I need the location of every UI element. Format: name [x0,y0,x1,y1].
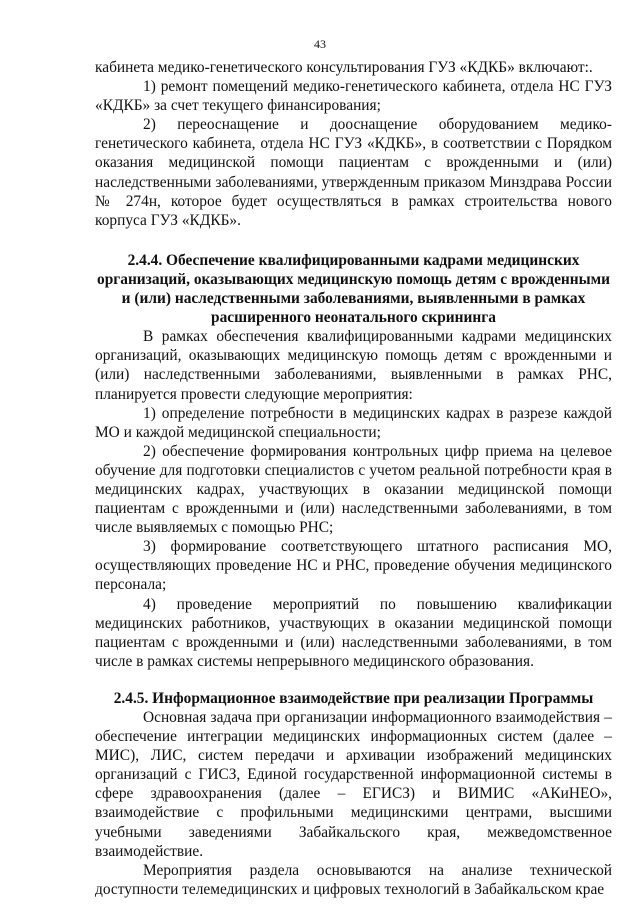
paragraph: 2) переоснащение и дооснащение оборудованием медико-генетического кабинета, отдела НС ГУЗ «КДКБ», в соответствии с Порядком оказания медицинской помощи пациентам с врожденными и (или) наследственными заболеваниями, утвержденным приказом Минздрава России № 274н, которое будет осуществляться в рамках строительства нового корпуса ГУЗ «КДКБ». [95,116,612,229]
page-number: 43 [314,37,326,51]
paragraph: 1) определение потребности в медицинских кадрах в разрезе каждой МО и каждой медицинской специальности; [95,404,612,441]
paragraph: Основная задача при организации информационного взаимодействия – обеспечение интеграции медицинских информационных систем (далее – МИС), ЛИС, систем передачи и архивации изображений медицинских организаций с ГИСЗ, Единой государственной информационной системы в сфере здравоохранения (далее – ЕГИСЗ) и ВИМИС «АКиНЕО», взаимодействие с профильными медицинскими центрами, высшими учебными заведениями Забайкальского края, межведомственное взаимодействие. [95,709,612,860]
paragraph: 4) проведение мероприятий по повышению квалификации медицинских работников, участвующих в оказании медицинской помощи пациентам с врожденными и (или) наследственными заболеваниями, в том числе в рамках системы непрерывного медицинского образования. [95,595,612,670]
paragraph: 3) формирование соответствующего штатного расписания МО, осуществляющих проведение НС и РНС, проведение обучения медицинского персонала; [95,538,612,594]
paragraph: кабинета медико-генетического консультирования ГУЗ «КДКБ» включают:. [95,59,593,76]
paragraph: 2) обеспечение формирования контрольных цифр приема на целевое обучение для подготовки специалистов с учетом реальной потребности края в медицинских кадрах, участвующих в оказании медицинской помощи пациентам с врожденными и (или) наследственными заболеваниями, в том числе выявляемых с помощью РНС; [95,442,612,537]
section-heading: 2.4.4. Обеспечение квалифицированными кадрами медицинских организаций, оказывающих медицинскую помощь детям с врожденными и (или) наследственными заболеваниями, выявленными в рамках расширенного неонатального скрининга [97,251,610,327]
section-spacer [95,671,612,689]
section-heading: 2.4.5. Информационное взаимодействие при реализации Программы [113,689,594,707]
paragraph: В рамках обеспечения квалифицированными кадрами медицинских организаций, оказывающих медицинскую помощь детям с врожденными и (или) наследственными заболеваниями, выявленными в рамках РНС, планируется провести следующие мероприятия: [95,328,612,403]
section-spacer [95,230,612,251]
document-body [95,58,612,899]
paragraph: 1) ремонт помещений медико-генетического кабинета, отдела НС ГУЗ «КДКБ» за счет текущего финансирования; [95,78,612,115]
paragraph: Мероприятия раздела основываются на анализе технической доступности телемедицинских и цифровых технологий в Забайкальском крае [95,861,612,898]
